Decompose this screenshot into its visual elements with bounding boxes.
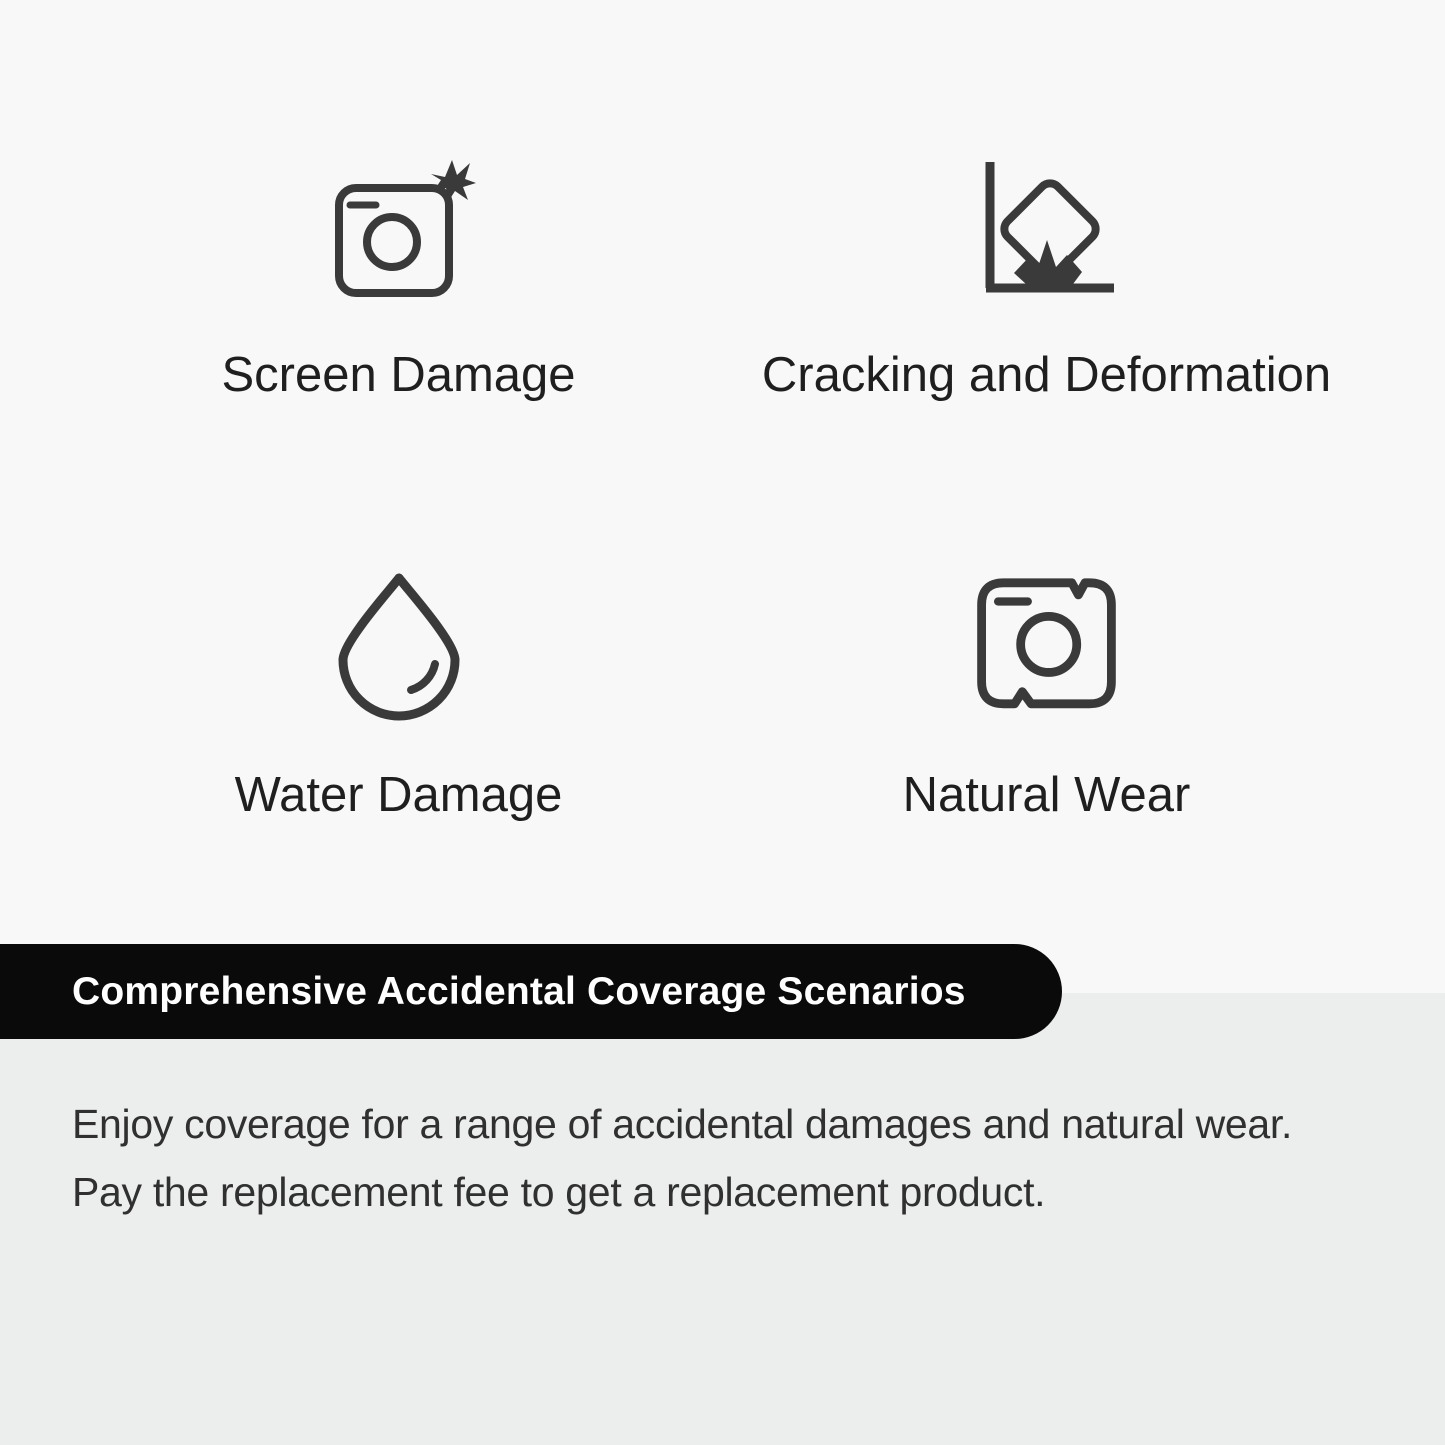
coverage-item-label: Natural Wear bbox=[902, 768, 1191, 822]
worn-camera-icon bbox=[964, 552, 1129, 717]
corner-impact-icon bbox=[972, 150, 1122, 300]
banner-title: Comprehensive Accidental Coverage Scenarios bbox=[72, 969, 966, 1013]
coverage-item-water-damage bbox=[75, 570, 723, 825]
coverage-row-2 bbox=[0, 570, 1445, 825]
coverage-item-cracking-deformation bbox=[723, 150, 1371, 405]
coverage-item-natural-wear bbox=[723, 570, 1371, 825]
icon-box bbox=[964, 570, 1129, 720]
description-line-1: Enjoy coverage for a range of accidental damages and natural wear. bbox=[72, 1101, 1293, 1147]
water-drop-icon bbox=[324, 570, 474, 720]
coverage-item-label: Cracking and Deformation bbox=[761, 348, 1332, 402]
coverage-item-label: Screen Damage bbox=[221, 348, 576, 402]
icon-box bbox=[324, 570, 474, 720]
coverage-description bbox=[72, 1090, 1392, 1226]
coverage-item-label: Water Damage bbox=[234, 768, 563, 822]
coverage-banner bbox=[0, 944, 1062, 1039]
icon-box bbox=[972, 150, 1122, 300]
coverage-row-1 bbox=[0, 150, 1445, 405]
description-line-2: Pay the replacement fee to get a replacement product. bbox=[72, 1169, 1046, 1215]
coverage-item-screen-damage bbox=[75, 150, 723, 405]
icon-box bbox=[319, 150, 479, 300]
camera-impact-icon bbox=[319, 150, 479, 300]
